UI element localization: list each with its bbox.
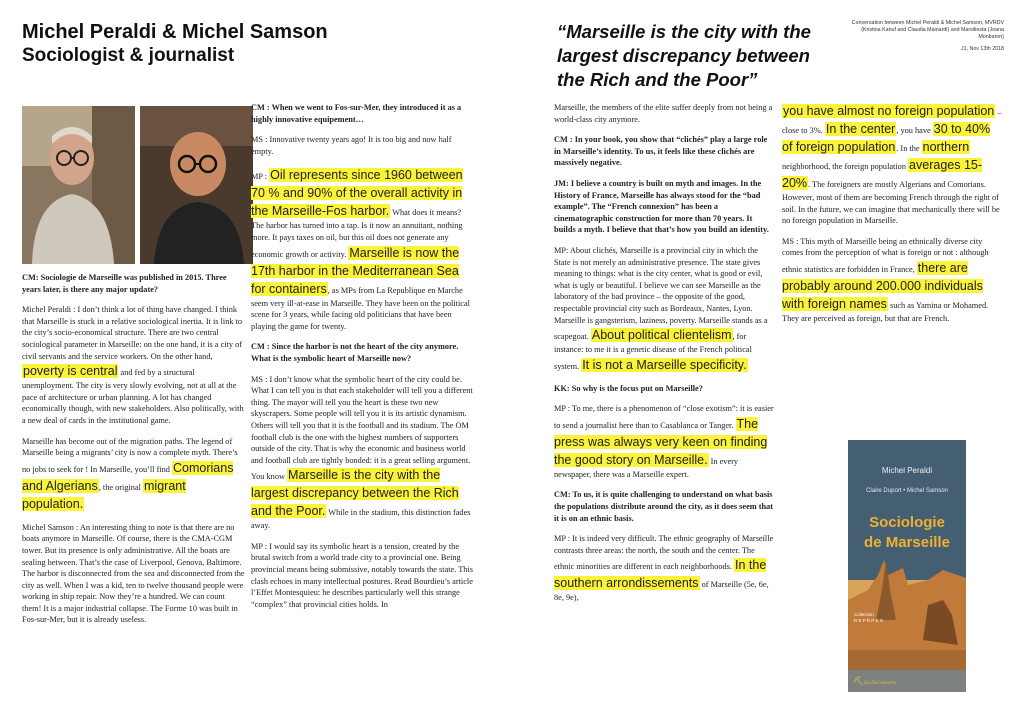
text-run: What does it means? The harbor has turned into a tap. Is it now an annuitant, nothing more. It pays taxes on oil, but this oil does not generate any economic growth or activity.: [251, 208, 463, 259]
portrait-photo-peraldi: [22, 106, 135, 264]
interview-paragraph: [251, 374, 473, 532]
text-run: , you have: [896, 126, 933, 135]
text-run: of Marseille (5e, 6e, 8e, 9e),: [554, 580, 769, 603]
book-title-line-1: Sociologie: [869, 514, 945, 531]
highlighted-text: migrant population.: [22, 478, 186, 511]
highlighted-text: poverty is central: [23, 364, 118, 379]
book-collection: Collection R E P È R E S: [854, 612, 883, 623]
highlighted-text: 30 to 40% of foreign population: [782, 122, 991, 154]
conversation-credits: Conversation between Michel Peraldi & Michel Samson, MVRDV (Kristina Kanuf and Claudia Mainardi) and Marsiliesta (Joana Monbaron): [851, 20, 1004, 40]
text-run: In every newspaper, there was a Marseille expert.: [554, 456, 739, 479]
article-column-1: [22, 272, 246, 635]
highlighted-text: About political clientelism: [591, 328, 732, 343]
interview-question: CM : In your book, you show that “clichés” play a large role in Marseille’s identity. To us, it feels like these clichés are massively negative.: [554, 135, 768, 168]
book-publisher: La Découverte: [864, 680, 897, 686]
interview-paragraph: [782, 102, 1002, 227]
interview-question: CM : When we went to Fos-sur-Mer, they introduced it as a highly innovative equipement…: [251, 103, 462, 124]
text-run: , the original: [98, 482, 144, 492]
highlighted-text: northern: [922, 140, 970, 154]
interview-question: CM: Sociologie de Marseille was published in 2015. Three years later, is there any major update?: [22, 273, 227, 294]
highlighted-text: In the southern arrondissements: [554, 558, 767, 591]
text-run: Marseille has become out of the migration paths. The legend of Marseille being a migrants’ city is now a complete myth. There’s no jobs to seek for ! In Marseille, you’ll find: [22, 436, 238, 474]
interviewee-names: Michel Peraldi & Michel Samson: [22, 21, 328, 43]
highlighted-text: you have almost no foreign population: [783, 104, 995, 118]
book-cover: [848, 440, 966, 692]
text-run: – close to 3%.: [782, 108, 1002, 135]
interview-question: CM: To us, it is quite challenging to understand on what basis the populations distribute around the city, as it does seem that it is on an ethnic basis.: [554, 490, 774, 523]
text-run: such as Yamina or Mohamed. They are perceived as foreign, but that are French.: [782, 300, 989, 323]
interview-paragraph: MP : I would say its symbolic heart is a tension, created by the brutal switch from a world trade city to a provincial one. Being provincial means being submissive, notably towards the state. This clash echoes in many intellectual postures. Read Bourdieu’s article l’Effet Montesquieu: he describes particularly well this strange “complex” that provincial cities holds. In: [251, 541, 473, 609]
interview-paragraph: Michel Samson : An interesting thing to note is that there are no boats anymore in Marseille. Of course, there is the CMA-CGM tower. But its presence is only administrative. All the boats are sealing between. That’s the case of Liverpool, Genova, Baltimore. The harbor is disconnected from the sea and disconnected from the city as well. When I was a kid, ten to twelve thousand people were working in ship repair. Now they’re a hundred. We can count them! It is a major industrial collapse. The Forme 10 was built in Fos-sur-Mer, but it is already useless.: [22, 522, 245, 625]
text-run: Michel Peraldi : I don’t think a lot of thing have changed. I think that Marseille is stuck in a relative sociological inertia. It is link to the city’s socio-economical structure. There are two central sociological parameter in Marseille: on the one hand, it is a city of civil servants and the service workers. On the other hand,: [22, 305, 243, 361]
pull-quote-title: “Marseille is the city with the largest discrepancy between the Rich and the Poor”: [557, 21, 811, 90]
text-run: MP: About clichés, Marseille is a provincial city in which the State is not merely an administrative presence. The state gives meaning to things: what is the city center, what is good or evil, what is ugly or beautiful. I believe we can see Marseille as the laboratory of the bad province – the opposite of the good, respectable provincial city such as Bordeaux, Nantes, Lyon. Marseille is gangsterism, laziness, poverty. Marseille stands as a scapegoat.: [554, 245, 768, 342]
interview-question: JM: I believe a country is built on myth and images. In the History of France, Marseille has always stood for the “bad example”. The “French connexion” has been a cinematographic construction for more than 70 years. It builds a myth. I believe that that’s how you build an identity.: [554, 178, 769, 235]
interview-paragraph: [554, 245, 776, 374]
highlighted-text: It is not a Marseille specificity.: [582, 357, 747, 372]
highlighted-text: Comorians and Algerians: [22, 460, 234, 493]
date-stamp: J1, Nov 13th 2018: [961, 46, 1004, 52]
highlighted-text: Marseille is now the 17th harbor in the Mediterranean Sea for containers: [251, 245, 460, 296]
text-run: MP :: [251, 172, 270, 182]
highlighted-text: The press was always very keen on finding the good story on Marseille.: [554, 416, 768, 467]
interview-paragraph: [251, 166, 473, 332]
highlighted-text: there are probably around 200.000 individuals with foreign names: [782, 260, 983, 311]
interview-paragraph: [782, 236, 1002, 325]
text-run: MP : It is indeed very difficult. The ethnic geography of Marseille contrasts three areas: the north, the south and the center. The ethnic minorities are different in each neighborhoods.: [554, 534, 774, 572]
text-run: MS : I don’t know what the symbolic heart of the city could be. What I can tell you is that each stakeholder will tell you a different thing. The mayor will tell you the heart is these two new skyscrapers. Some people will tell you it is its artistic dynamism. Others will tell you that it is the football and its stadium. The OM football club is the one with the highest numbers of supporters outside of the city. That is why the economic and business world and football club are tightly bonded: it is a great selling argument. You know: [251, 374, 473, 482]
interview-question: CM : Since the harbor is not the heart of the city anymore. What is the symbolic heart of Marseille now?: [251, 342, 459, 363]
interview-paragraph: MS : Innovative twenty years ago! It is too big and now half empty.: [251, 135, 452, 156]
highlighted-text: Oil represents since 1960 between 70 % and 90% of the overall activity in the Marseille-Fos harbor.: [251, 168, 463, 219]
interviewee-roles: Sociologist & journalist: [22, 45, 235, 66]
text-run: MP : To me, there is a phenomenon of “close exotism”: it is easier to send a journalist here than to Casablanca or Tanger.: [554, 404, 774, 430]
text-run: While in the stadium, this distinction fades away.: [251, 508, 471, 531]
text-run: . The foreigners are mostly Algerians and Comorians. However, most of them are becoming French through the right of soil. In the future, we can imagine that mechanically there will be no foreign population in Marseille.: [782, 180, 1000, 226]
interview-paragraph: [22, 304, 246, 426]
article-column-3: [554, 102, 776, 613]
book-coauthors: Claire Duport • Michel Samson: [866, 488, 948, 494]
publisher-logo-icon: ⛏: [853, 676, 865, 686]
book-title-line-2: de Marseille: [864, 534, 950, 551]
interview-paragraph: [554, 403, 776, 480]
highlighted-text: In the center: [825, 122, 896, 136]
interview-question: KK: So why is the focus put on Marseille?: [554, 383, 703, 393]
portrait-photo-samson: [140, 106, 253, 264]
book-author: Michel Peraldi: [881, 466, 933, 475]
interview-paragraph: [22, 436, 246, 513]
text-run: neighborhood, the foreign population: [782, 162, 909, 171]
highlighted-text: Marseille is the city with the largest discrepancy between the Rich and the Poor.: [251, 468, 459, 519]
article-column-4: [782, 102, 1002, 334]
article-column-2: [251, 102, 473, 619]
text-run: MS : This myth of Marseille being an ethnically diverse city comes from the perception of what is foreign or not : although ethnic statistics are forbidden in France,: [782, 236, 989, 274]
interview-paragraph: Marseille, the members of the elite suffer deeply from not being a world-class city anymore.: [554, 103, 773, 124]
text-run: . In the: [896, 144, 922, 153]
text-run: , for instance: to me it is a genetic disease of the French political system.: [554, 332, 752, 371]
text-run: , as MPs from La Republique en Marche seem very ill-at-ease in Marseille. They have been on the political scene for 3 years, while facing old politicians that have been playing the game for twenty.: [251, 285, 470, 331]
highlighted-text: averages 15-20%: [782, 158, 983, 190]
text-run: and fed by a structural unemployment. The city is very slowly evolving, not at all at the pace of architecture or urban planning. A lot has changed economically though, with new stakeholders. Also politically, with a new deal of cards in the institutional game.: [22, 368, 244, 425]
interview-paragraph: [554, 533, 776, 604]
